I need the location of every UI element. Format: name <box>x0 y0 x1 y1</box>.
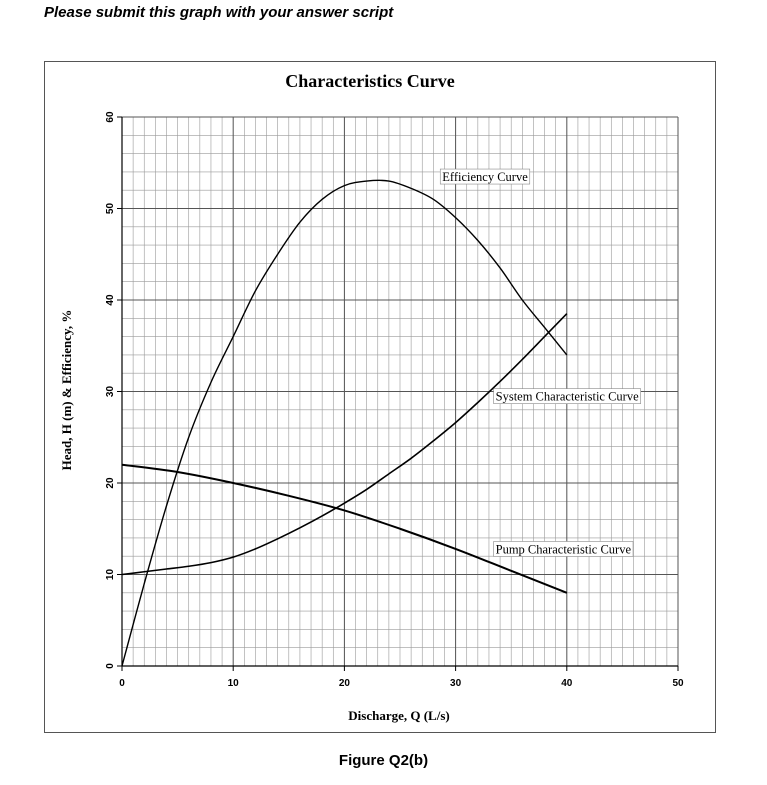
chart-title: Characteristics Curve <box>285 71 455 91</box>
figure-caption: Figure Q2(b) <box>338 752 429 769</box>
y-tick-label: 0 <box>105 663 116 669</box>
y-tick-label: 60 <box>105 111 116 123</box>
y-axis-label: Head, H (m) & Efficiency, % <box>59 309 74 471</box>
y-tick-label: 30 <box>105 385 116 398</box>
y-tick-label: 20 <box>105 477 116 489</box>
pump-curve-label: Pump Characteristic Curve <box>495 542 632 557</box>
y-tick-label: 50 <box>105 202 116 215</box>
x-tick-label: 0 <box>119 678 125 689</box>
x-tick-label: 50 <box>672 678 684 689</box>
x-tick-label: 20 <box>338 678 350 689</box>
x-tick-label: 40 <box>561 678 573 689</box>
x-tick-label: 30 <box>450 678 462 689</box>
system-curve-label: System Characteristic Curve <box>495 389 639 404</box>
curve-labels <box>440 169 640 556</box>
efficiency-curve-label: Efficiency Curve <box>442 170 528 185</box>
x-axis-label: Discharge, Q (L/s) <box>348 708 450 723</box>
instruction-text: Please submit this graph with your answer script <box>44 4 394 21</box>
y-tick-label: 40 <box>105 294 116 306</box>
y-tick-label: 10 <box>105 568 116 581</box>
x-tick-label: 10 <box>227 678 239 689</box>
